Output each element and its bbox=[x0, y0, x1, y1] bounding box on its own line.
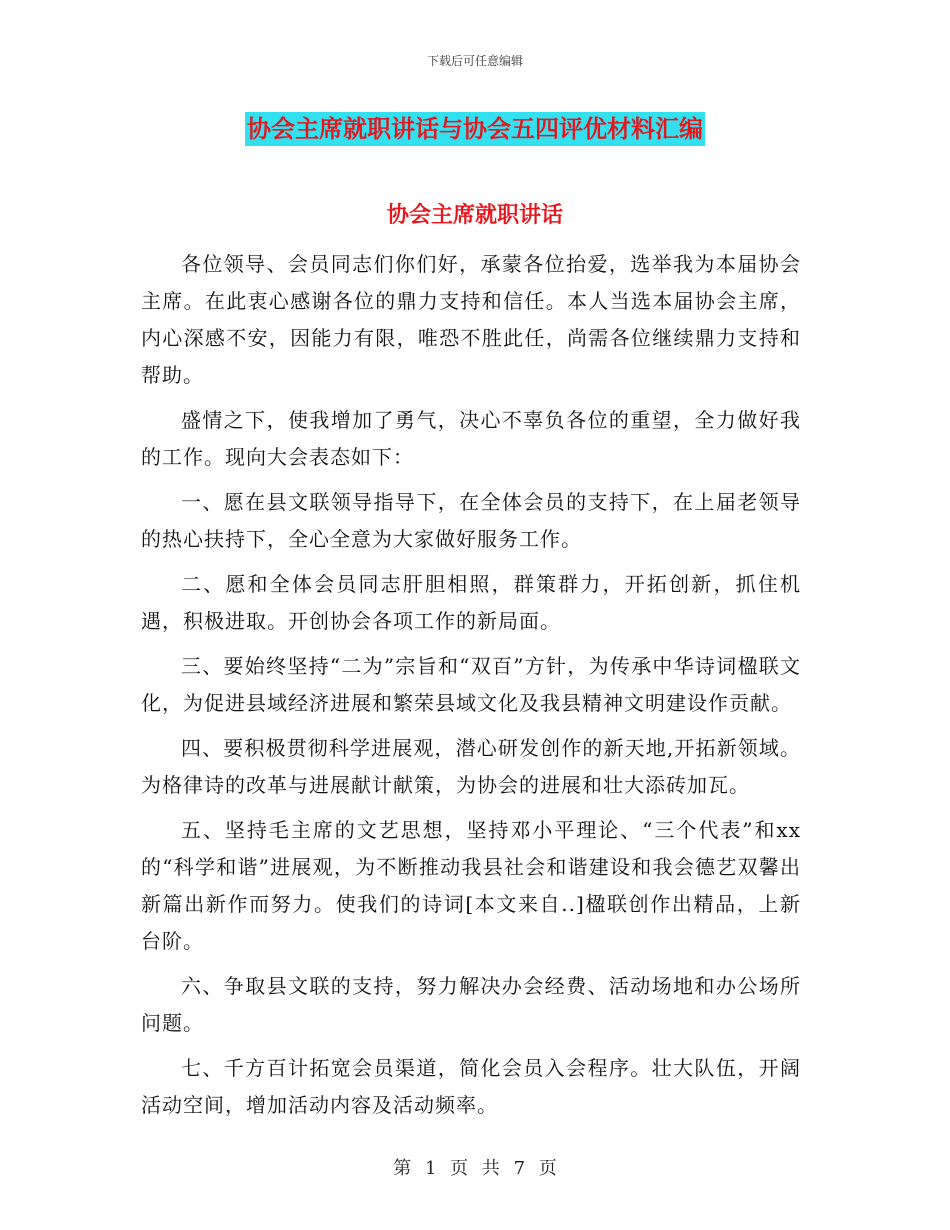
paragraph: 三、要始终坚持“二为”宗旨和“双百”方针，为传承中华诗词楹联文化，为促进县域经济进展和繁荣县域文化及我县精神文明建设作贡献。 bbox=[141, 654, 801, 715]
main-title-container bbox=[0, 112, 950, 146]
section-title: 协会主席就职讲话 bbox=[386, 202, 563, 228]
paragraph: 四、要积极贯彻科学进展观，潜心研发创作的新天地,开拓新领域。为格律诗的改革与进展献计献策，为协会的进展和壮大添砖加瓦。 bbox=[141, 736, 801, 797]
paragraph: 七、千方百计拓宽会员渠道，简化会员入会程序。壮大队伍，开阔活动空间，增加活动内容及活动频率。 bbox=[141, 1056, 801, 1117]
paragraph: 盛情之下，使我增加了勇气，决心不辜负各位的重望，全力做好我的工作。现向大会表态如下： bbox=[141, 408, 801, 469]
paragraph: 一、愿在县文联领导指导下，在全体会员的支持下，在上届老领导的热心扶持下，全心全意为大家做好服务工作。 bbox=[141, 490, 801, 551]
page-number-footer: 第 1 页 共 7 页 bbox=[393, 1158, 557, 1179]
paragraph: 二、愿和全体会员同志肝胆相照，群策群力，开拓创新，抓住机遇，积极进取。开创协会各项工作的新局面。 bbox=[141, 572, 801, 633]
page-header-note: 下载后可任意编辑 bbox=[426, 54, 523, 68]
paragraph: 五、坚持毛主席的文艺思想，坚持邓小平理论、“三个代表”和xx的“科学和谐”进展观，为不断推动我县社会和谐建设和我会德艺双馨出新篇出新作而努力。使我们的诗词[本文来自..]楹联创作出精品，上新台阶。 bbox=[141, 818, 801, 953]
document-main-title: 协会主席就职讲话与协会五四评优材料汇编 bbox=[245, 112, 705, 146]
document-body bbox=[141, 246, 801, 1132]
paragraph: 各位领导、会员同志们你们好，承蒙各位抬爱，选举我为本届协会主席。在此衷心感谢各位的鼎力支持和信任。本人当选本届协会主席，内心深感不安，因能力有限，唯恐不胜此任，尚需各位继续鼎力支持和帮助。 bbox=[141, 252, 801, 387]
paragraph: 六、争取县文联的支持，努力解决办会经费、活动场地和办公场所问题。 bbox=[141, 974, 801, 1035]
